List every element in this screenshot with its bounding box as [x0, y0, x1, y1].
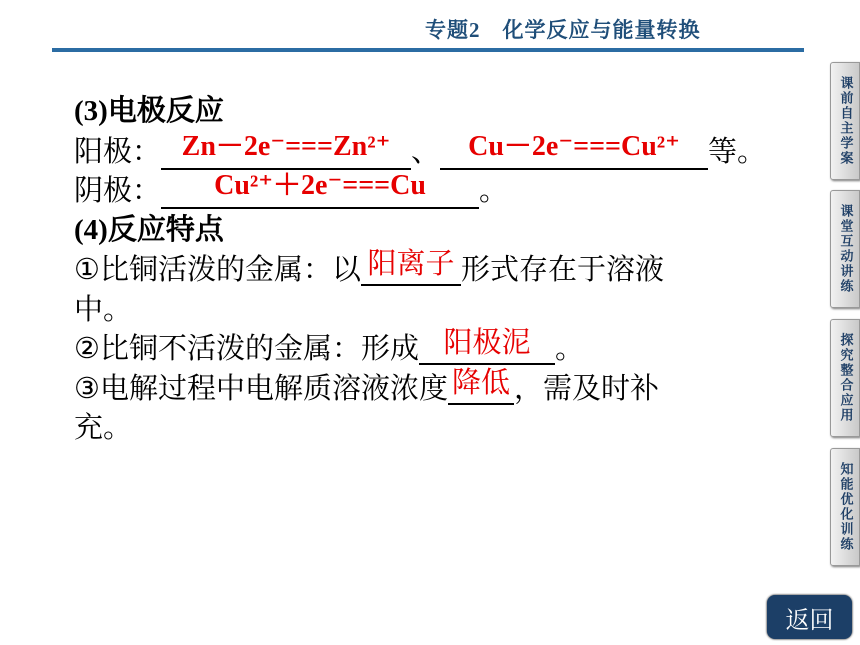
- cathode-label: 阴极：: [74, 173, 162, 207]
- item-2-answer: 阳极泥: [443, 325, 531, 359]
- anode-tail: 等。: [708, 133, 767, 168]
- item-3-blank: [448, 364, 514, 405]
- features-heading-text: (4)反应特点: [74, 213, 224, 246]
- item-3-cont-text: 充。: [74, 410, 133, 444]
- section-heading-electrode: [74, 92, 794, 132]
- sidebar-tab-interactive-label: 课堂互动讲练: [837, 204, 853, 294]
- item-3-prefix: ③电解过程中电解质溶液浓度: [74, 370, 448, 405]
- item-3-answer: 降低: [451, 364, 510, 399]
- item-1-prefix: ①比铜活泼的金属：以: [74, 252, 361, 286]
- item-2-line: [74, 325, 794, 369]
- item-1-answer: 阳离子: [367, 246, 455, 280]
- anode-blank-1: [161, 130, 411, 170]
- sidebar-tab-preclass[interactable]: [830, 62, 860, 180]
- cathode-blank: [161, 170, 479, 209]
- section-heading-features: [74, 211, 794, 251]
- item-2-suffix: 。: [555, 331, 585, 365]
- sidebar-tab-integration[interactable]: [830, 319, 860, 437]
- item-1-blank: [361, 246, 461, 286]
- item-1-cont-text: 中。: [74, 291, 133, 326]
- item-2-prefix: ②比铜不活泼的金属：形成: [74, 331, 419, 365]
- item-1-continued: [74, 290, 794, 330]
- anode-blank-2: [440, 130, 708, 170]
- cathode-line: [74, 171, 794, 211]
- sidebar-tab-training[interactable]: [830, 448, 860, 566]
- cathode-tail: 。: [479, 173, 509, 207]
- anode-separator: 、: [411, 133, 441, 168]
- sidebar-tab-training-label: 知能优化训练: [837, 462, 853, 552]
- cathode-answer: Cu²⁺＋2e⁻===Cu: [214, 170, 426, 201]
- item-1-line: [74, 246, 794, 290]
- anode-label: 阳极：: [74, 133, 162, 168]
- anode-answer-2: Cu－2e⁻===Cu²⁺: [468, 130, 680, 162]
- sidebar-tab-interactive[interactable]: [830, 190, 860, 308]
- sidebar-tab-preclass-label: 课前自主学案: [837, 76, 853, 166]
- sidebar-tab-integration-label: 探究整合应用: [837, 333, 853, 423]
- back-button[interactable]: 返回: [767, 595, 852, 639]
- electrode-heading-text: (3)电极反应: [74, 95, 224, 127]
- header-divider: [52, 48, 804, 52]
- item-2-blank: [419, 325, 555, 365]
- anode-answer-1: Zn－2e⁻===Zn²⁺: [181, 130, 391, 162]
- main-content: [74, 92, 794, 448]
- anode-line: [74, 132, 794, 172]
- item-1-suffix: 形式存在于溶液: [461, 252, 665, 286]
- item-3-suffix: ，需及时补: [514, 370, 660, 405]
- page-header-title: 专题2 化学反应与能量转换: [425, 18, 701, 42]
- item-3-continued: [74, 408, 794, 448]
- item-3-line: [74, 364, 794, 409]
